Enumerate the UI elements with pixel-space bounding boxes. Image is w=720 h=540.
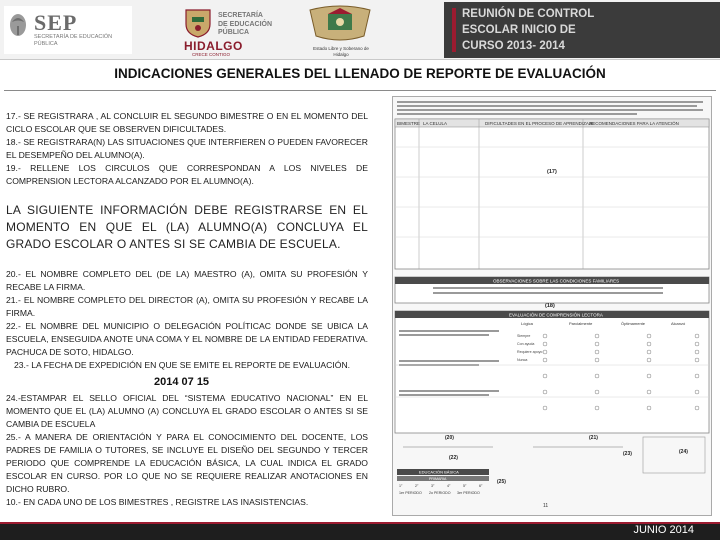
hidalgo-tagline: CRECE CONTIGO (192, 52, 231, 57)
footer-date: JUNIO 2014 (633, 524, 694, 536)
form-col-3: Óptimamente (621, 321, 646, 326)
form-grade-5: 5° (463, 484, 467, 488)
form-marker-25: (25) (497, 479, 506, 485)
highlight-notice: LA SIGUIENTE INFORMACIÓN DEBE REGISTRARSE EN EL MOMENTO EN QUE EL (LA) ALUMNO(A) CONCLUYA EL GRADO ESCOLAR O ANTES SI SE CAMBIA DE ESCUELA. (6, 203, 368, 251)
form-marker-17: (17) (547, 169, 557, 175)
state-logo (300, 2, 390, 58)
form-grade-6: 6° (479, 484, 483, 488)
instruction-24: 24.-ESTAMPAR EL SELLO OFICIAL DEL “SISTEMA EDUCATIVO NACIONAL” EN EL MOMENTO QUE EL (LA) ALUMNO (A) CONCLUYA EL GRADO ESCOLAR O ANTES SI SE CAMBIA DE ESCUELA (6, 393, 368, 429)
instruction-22: 22.- EL NOMBRE DEL MUNICIPIO O DELEGACIÓN POLÍTICAC DONDE SE UBICA LA ESCUELA, ENSEGUIDA ANOTE UNA COMA Y EL NOMBRE DE LA ENTIDAD FEDERATIVA. PACHUCA DE SOTO, HIDALGO. (6, 321, 368, 357)
title-divider (4, 90, 716, 91)
meeting-title-box (444, 2, 720, 58)
state-logo-text: Estado Libre y Soberano de Hidalgo (313, 46, 369, 57)
instructions-block-2 (6, 268, 368, 372)
form-period-2: 2o PERIODO (429, 491, 451, 495)
footer (0, 522, 720, 540)
form-col-1: Lógica (521, 321, 533, 326)
hidalgo-wordmark: HIDALGO (184, 39, 243, 53)
form-grade-4: 4° (447, 484, 451, 488)
form-grade-3: 3° (431, 484, 435, 488)
form-header-lectora: EVALUACIÓN DE COMPRENSIÓN LECTORA (509, 312, 603, 318)
form-period-1: 1er PERIODO (399, 491, 422, 495)
form-header-primaria: PRIMARIA (429, 477, 447, 481)
form-opt-2: Con ayuda (517, 342, 535, 346)
hidalgo-secretaria-text: SECRETARÍA DE EDUCACIÓN PÚBLICA (218, 12, 273, 36)
meeting-title-line-3: CURSO 2013- 2014 (462, 40, 565, 52)
sep-logo (4, 6, 132, 54)
form-opt-1: Siempre (517, 334, 531, 338)
instruction-18: 18.- SE REGISTRARA(N) LAS SITUACIONES QUE INTERFIEREN O PUEDEN FAVORECER EL DESEMPEÑO DEL ALUMNO(A). (6, 137, 368, 160)
page-title: INDICACIONES GENERALES DEL LLENADO DE REPORTE DE EVALUACIÓN (114, 66, 606, 81)
form-marker-24: (24) (679, 449, 688, 455)
expedition-date: 2014 07 15 (154, 376, 210, 388)
meeting-title-line-1: REUNIÓN DE CONTROL (462, 8, 595, 20)
eagle-icon (8, 12, 28, 38)
instructions-block-3 (6, 392, 368, 509)
hidalgo-logo (182, 6, 282, 58)
instruction-21: 21.- EL NOMBRE COMPLETO DEL DIRECTOR (A), OMITA SU PROFESIÓN Y RECABE LA FIRMA. (6, 295, 368, 318)
form-header-familiares: OBSERVACIONES SOBRE LAS CONDICIONES FAMILIARES (493, 278, 620, 284)
form-header-celula: LA CELULA (423, 121, 448, 126)
form-col-4: Alcanzó (671, 321, 686, 326)
form-header-dificultades: DIFICULTADES EN EL PROCESO DE APRENDIZAJE (485, 121, 595, 126)
form-marker-23: (23) (623, 451, 632, 457)
form-header-bimestre: BIMESTRE (397, 121, 421, 126)
form-marker-20: (20) (445, 435, 454, 441)
sep-logo-text: SEP (34, 10, 78, 35)
form-marker-21: (21) (589, 435, 598, 441)
form-header-recomendaciones: RECOMENDACIONES PARA LA ATENCIÓN (589, 121, 679, 126)
meeting-title-line-2: ESCOLAR INICIO DE (462, 24, 576, 36)
form-page-number: 11 (543, 503, 549, 509)
form-col-2: Parcialmente (569, 321, 593, 326)
form-opt-4: Nunca (517, 358, 528, 362)
hidalgo-shield-icon (184, 8, 212, 38)
report-form-drawing (393, 97, 711, 515)
form-grade-1: 1° (399, 484, 403, 488)
form-intro-text (397, 101, 703, 115)
header (0, 0, 720, 60)
title-accent-bar (452, 8, 456, 52)
form-marker-18: (18) (545, 303, 555, 309)
footer-accent-line (0, 522, 720, 524)
instruction-25: 25.- A MANERA DE ORIENTACIÓN Y PARA EL CONOCIMIENTO DEL DOCENTE, LOS PADRES DE FAMILIA O TUTORES, SE INCLUYE EL DISEÑO DEL SEGUNDO Y TERCER PERIODO QUE COMPRENDE LA EDUCACIÓN BÁSICA, LA CUAL INDICA EL GRADO ESCOLAR EN CURSO. POR LO QUE NO SE REQUIERE REALIZAR ANOTACIONES EN DICHO RUBRO. (6, 432, 368, 494)
form-period-3: 3er PERIODO (457, 491, 480, 495)
form-header-basica: EDUCACIÓN BÁSICA (419, 469, 459, 475)
instructions-block-1 (6, 110, 368, 188)
state-coat-of-arms-icon (302, 4, 378, 44)
instruction-17: 17.- SE REGISTRARA , AL CONCLUIR EL SEGUNDO BIMESTRE O EN EL MOMENTO DEL CICLO ESCOLAR QUE SE OBSERVEN DIFICULTADES. (6, 111, 368, 134)
report-form-image (392, 96, 712, 516)
sep-logo-subtitle: SECRETARÍA DE EDUCACIÓN PÚBLICA (34, 34, 113, 47)
instruction-19: 19.- RELLENE LOS CIRCULOS QUE CORRESPONDAN A LOS NIVELES DE COMPRENSION LECTORA ALCANZADO POR EL ALUMNO(A). (6, 163, 368, 186)
form-marker-22: (22) (449, 455, 458, 461)
instruction-20: 20.- EL NOMBRE COMPLETO DEL (DE LA) MAESTRO (A), OMITA SU PROFESIÓN Y RECABE LA FIRMA. (6, 269, 368, 292)
form-grade-2: 2° (415, 484, 419, 488)
instruction-10: 10.- EN CADA UNO DE LOS BIMESTRES , REGISTRE LAS INASISTENCIAS. (6, 497, 309, 507)
instruction-23: 23.- LA FECHA DE EXPEDICIÓN EN QUE SE EMITE EL REPORTE DE EVALUACIÓN. (14, 360, 351, 370)
form-opt-3: Requiere apoyo (517, 350, 543, 354)
